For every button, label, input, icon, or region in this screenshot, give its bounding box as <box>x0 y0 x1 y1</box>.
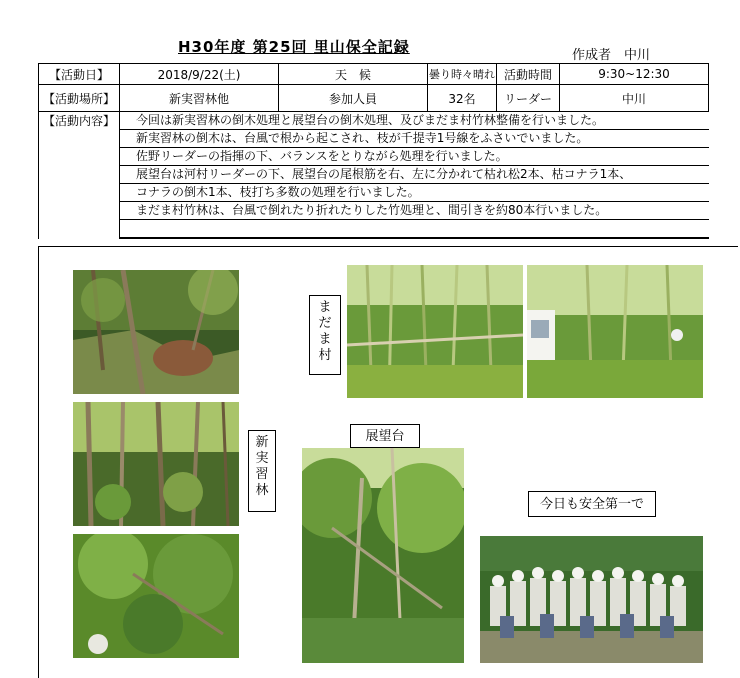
place-value: 新実習林他 <box>120 85 279 112</box>
time-value: 9:30~12:30 <box>560 64 709 85</box>
content-line: 新実習林の倒木は、台風で根から起こされ、枝が千提寺1号線をふさいでいました。 <box>120 129 709 147</box>
photo-forest-workers <box>73 402 239 526</box>
weather-value: 曇り時々晴れ <box>428 64 497 85</box>
table-row <box>39 85 709 112</box>
leader-label: リーダー <box>497 85 560 112</box>
record-table <box>38 63 709 239</box>
date-label: 【活動日】 <box>39 64 120 85</box>
participants-label: 参加人員 <box>279 85 428 112</box>
place-label: 【活動場所】 <box>39 85 120 112</box>
table-row <box>39 112 709 239</box>
photo-group <box>480 536 703 663</box>
content-line: 佐野リーダーの指揮の下、バランスをとりながら処理を行いました。 <box>120 147 709 165</box>
label-safety-first: 今日も安全第一で <box>528 491 656 517</box>
author-label: 作成者 中川 <box>572 48 651 63</box>
label-observation-deck: 展望台 <box>350 424 420 448</box>
weather-label: 天 候 <box>279 64 428 85</box>
table-row <box>39 64 709 85</box>
leader-value: 中川 <box>560 85 709 112</box>
photo-observation-deck <box>302 448 464 663</box>
content-line: まだま村竹林は、台風で倒れたり折れたりした竹処理と、間引きを約80本行いました。 <box>120 201 709 219</box>
content-cell <box>120 112 709 239</box>
content-line: 今回は新実習林の倒木処理と展望台の倒木処理、及びまだま村竹林整備を行いました。 <box>136 113 605 127</box>
document-title: H30年度 第25回 里山保全記録 <box>178 38 410 56</box>
content-line: コナラの倒木1本、枝打ち多数の処理を行いました。 <box>120 183 709 201</box>
page-frame-left <box>38 246 39 678</box>
photo-bamboo-grove-truck <box>527 265 703 398</box>
photo-fallen-tree-roots <box>73 270 239 394</box>
time-label: 活動時間 <box>497 64 560 85</box>
content-line: 展望台は河村リーダーの下、展望台の尾根筋を右、左に分かれて枯れ松2本、枯コナラ1本、 <box>120 165 709 183</box>
table-bottom-border <box>38 246 738 247</box>
photo-bamboo-grove-1 <box>347 265 523 398</box>
content-line <box>120 219 709 238</box>
content-label: 【活動内容】 <box>39 112 120 239</box>
photo-tree-cutting <box>73 534 239 658</box>
label-madama-village: ま だ ま 村 <box>309 295 341 375</box>
participants-value: 32名 <box>428 85 497 112</box>
date-value: 2018/9/22(土) <box>120 64 279 85</box>
label-shinjisshu-forest: 新 実 習 林 <box>248 430 276 512</box>
